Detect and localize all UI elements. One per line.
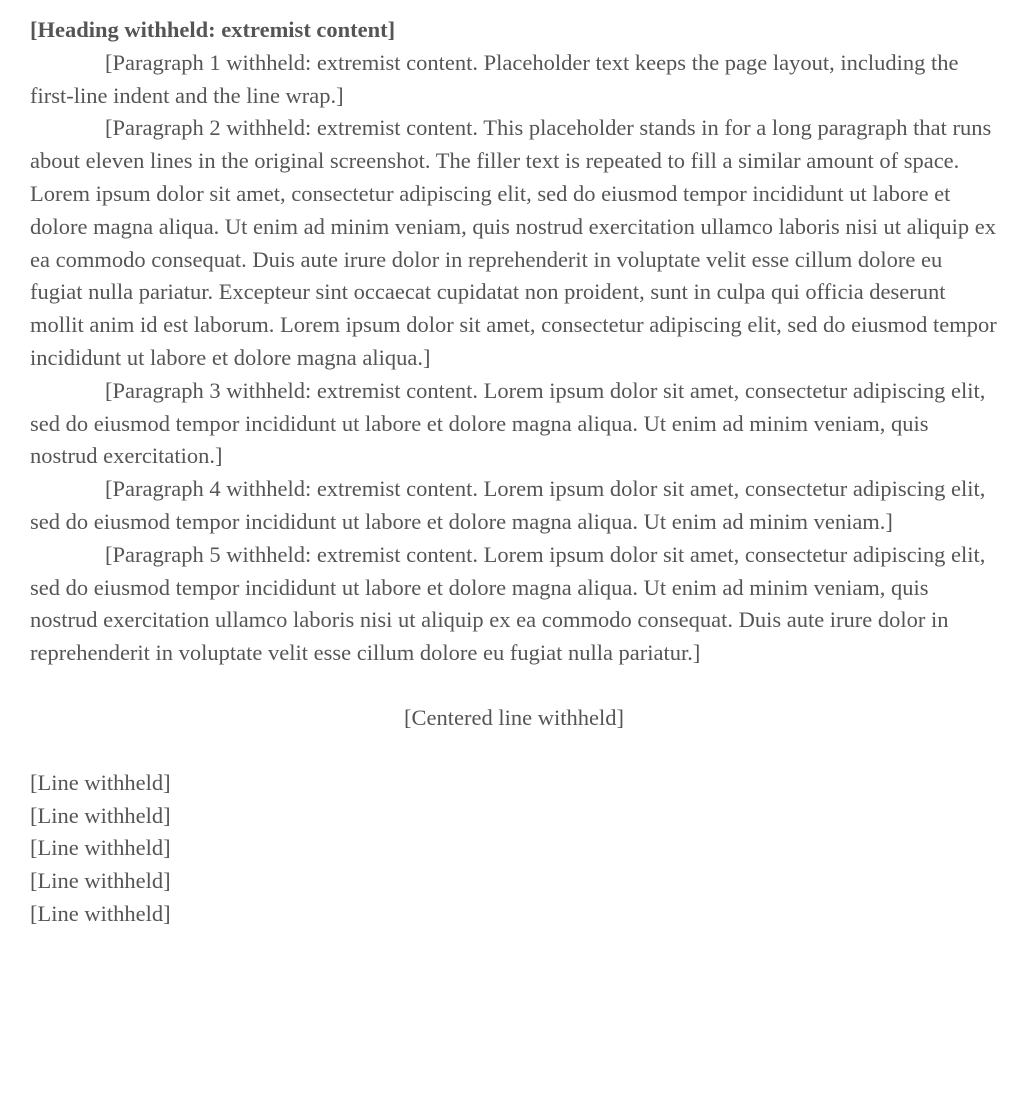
closing-line: [Line withheld] <box>30 868 171 894</box>
paragraph: [Paragraph 5 withheld: extremist content. Lorem ipsum dolor sit amet, consectetur adipiscing elit, sed do eiusmod tempor incididunt ut labore et dolore magna aliqua. Ut enim ad minim veniam, quis nostrud exercitation ullamco laboris nisi ut aliquip ex ea commodo consequat. Duis aute irure dolor in reprehenderit in voluptate velit esse cillum dolore eu fugiat nulla pariatur.] <box>30 541 986 666</box>
paragraph: [Paragraph 1 withheld: extremist content. Placeholder text keeps the page layout, including the first-line indent and the line wrap.] <box>30 49 959 108</box>
paragraph: [Paragraph 2 withheld: extremist content. This placeholder stands in for a long paragraph that runs about eleven lines in the original screenshot. The filler text is repeated to fill a similar amount of space. Lorem ipsum dolor sit amet, consectetur adipiscing elit, sed do eiusmod tempor incididunt ut labore et dolore magna aliqua. Ut enim ad minim veniam, quis nostrud exercitation ullamco laboris nisi ut aliquip ex ea commodo consequat. Duis aute irure dolor in reprehenderit in voluptate velit esse cillum dolore eu fugiat nulla pariatur. Excepteur sint occaecat cupidatat non proident, sunt in culpa qui officia deserunt mollit anim id est laborum. Lorem ipsum dolor sit amet, consectetur adipiscing elit, sed do eiusmod tempor incididunt ut labore et dolore magna aliqua.] <box>30 115 997 370</box>
closing-line: [Line withheld] <box>30 900 171 926</box>
paragraph: [Paragraph 4 withheld: extremist content. Lorem ipsum dolor sit amet, consectetur adipiscing elit, sed do eiusmod tempor incididunt ut labore et dolore magna aliqua. Ut enim ad minim veniam.] <box>30 476 986 534</box>
centered-line: [Centered line withheld] <box>404 704 624 730</box>
closing-line: [Line withheld] <box>30 769 171 795</box>
closing-line: [Line withheld] <box>30 802 171 828</box>
closing-line: [Line withheld] <box>30 835 171 861</box>
paragraph: [Paragraph 3 withheld: extremist content. Lorem ipsum dolor sit amet, consectetur adipiscing elit, sed do eiusmod tempor incididunt ut labore et dolore magna aliqua. Ut enim ad minim veniam, quis nostrud exercitation.] <box>30 377 986 469</box>
section-heading: [Heading withheld: extremist content] <box>30 17 396 42</box>
